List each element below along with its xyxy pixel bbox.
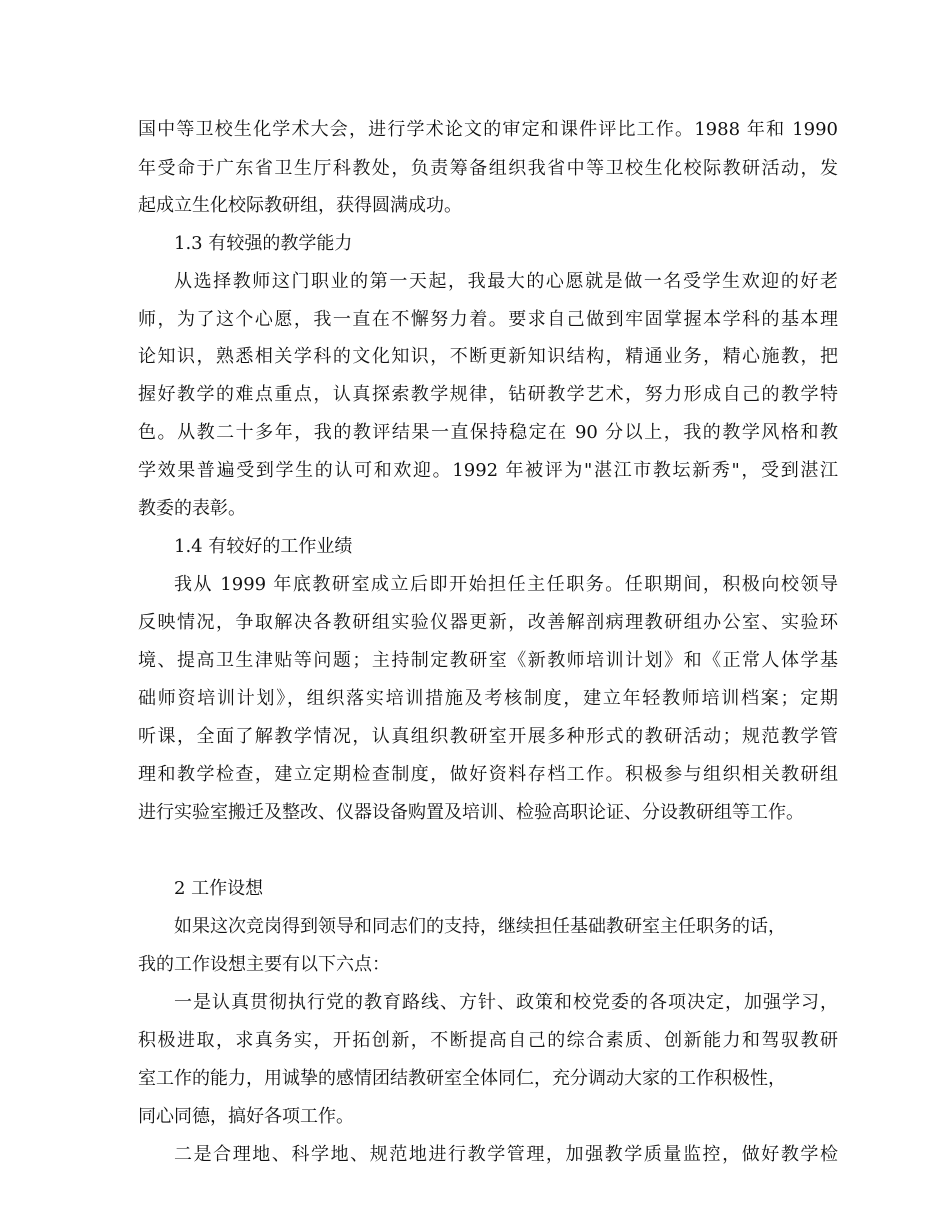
body-text-line: 起成立生化校际教研组，获得圆满成功。 [138, 195, 462, 216]
body-text-line: 二是合理地、科学地、规范地进行教学管理，加强教学质量监控，做好教学检 [174, 1144, 838, 1165]
body-text-line: 我从 1999 年底教研室成立后即开始担任主任职务。任职期间，积极向校领导 [174, 574, 838, 595]
body-text-line: 如果这次竞岗得到领导和同志们的支持，继续担任基础教研室主任职务的话， [174, 916, 786, 937]
body-text-line: 室工作的能力，用诚挚的感情团结教研室全体同仁，充分调动大家的工作积极性， [138, 1068, 786, 1089]
body-text-line: 同心同德，搞好各项工作。 [138, 1106, 354, 1127]
body-text-line: 论知识，熟悉相关学科的文化知识，不断更新知识结构，精通业务，精心施教，把 [138, 346, 838, 367]
section-heading-1-3: 1.3 有较强的教学能力 [174, 233, 353, 254]
body-text-line: 一是认真贯彻执行党的教育路线、方针、政策和校党委的各项决定，加强学习， [174, 992, 838, 1013]
body-text-line: 我的工作设想主要有以下六点： [138, 954, 390, 975]
body-text-line: 学效果普遍受到学生的认可和欢迎。1992 年被评为"湛江市教坛新秀"，受到湛江 [138, 460, 838, 481]
body-text-line: 色。从教二十多年，我的教评结果一直保持稳定在 90 分以上，我的教学风格和教 [138, 422, 838, 443]
body-text-line: 理和教学检查，建立定期检查制度，做好资料存档工作。积极参与组织相关教研组 [138, 764, 838, 785]
body-text-line: 教委的表彰。 [138, 498, 246, 519]
body-text-line: 握好教学的难点重点，认真探索教学规律，钻研教学艺术，努力形成自己的教学特 [138, 384, 838, 405]
body-text-line: 听课，全面了解教学情况，认真组织教研室开展多种形式的教研活动；规范教学管 [138, 726, 838, 747]
body-text-line: 础师资培训计划》，组织落实培训措施及考核制度，建立年轻教师培训档案；定期 [138, 688, 838, 709]
body-text-line: 年受命于广东省卫生厅科教处，负责筹备组织我省中等卫校生化校际教研活动，发 [138, 158, 838, 179]
body-text-line: 境、提高卫生津贴等问题；主持制定教研室《新教师培训计划》和《正常人体学基 [138, 650, 838, 671]
body-text-line: 进行实验室搬迁及整改、仪器设备购置及培训、检验高职论证、分设教研组等工作。 [138, 802, 804, 823]
body-text-line: 国中等卫校生化学术大会，进行学术论文的审定和课件评比工作。1988 年和 1990 [138, 119, 838, 140]
body-text-line: 师，为了这个心愿，我一直在不懈努力着。要求自己做到牢固掌握本学科的基本理 [138, 309, 838, 330]
body-text-line: 从选择教师这门职业的第一天起，我最大的心愿就是做一名受学生欢迎的好老 [174, 271, 838, 292]
section-heading-1-4: 1.4 有较好的工作业绩 [174, 536, 353, 557]
body-text-line: 反映情况，争取解决各教研组实验仪器更新，改善解剖病理教研组办公室、实验环 [138, 612, 838, 633]
body-text-line: 积极进取，求真务实，开拓创新，不断提高自己的综合素质、创新能力和驾驭教研 [138, 1030, 838, 1051]
section-heading-2: 2 工作设想 [174, 878, 264, 899]
